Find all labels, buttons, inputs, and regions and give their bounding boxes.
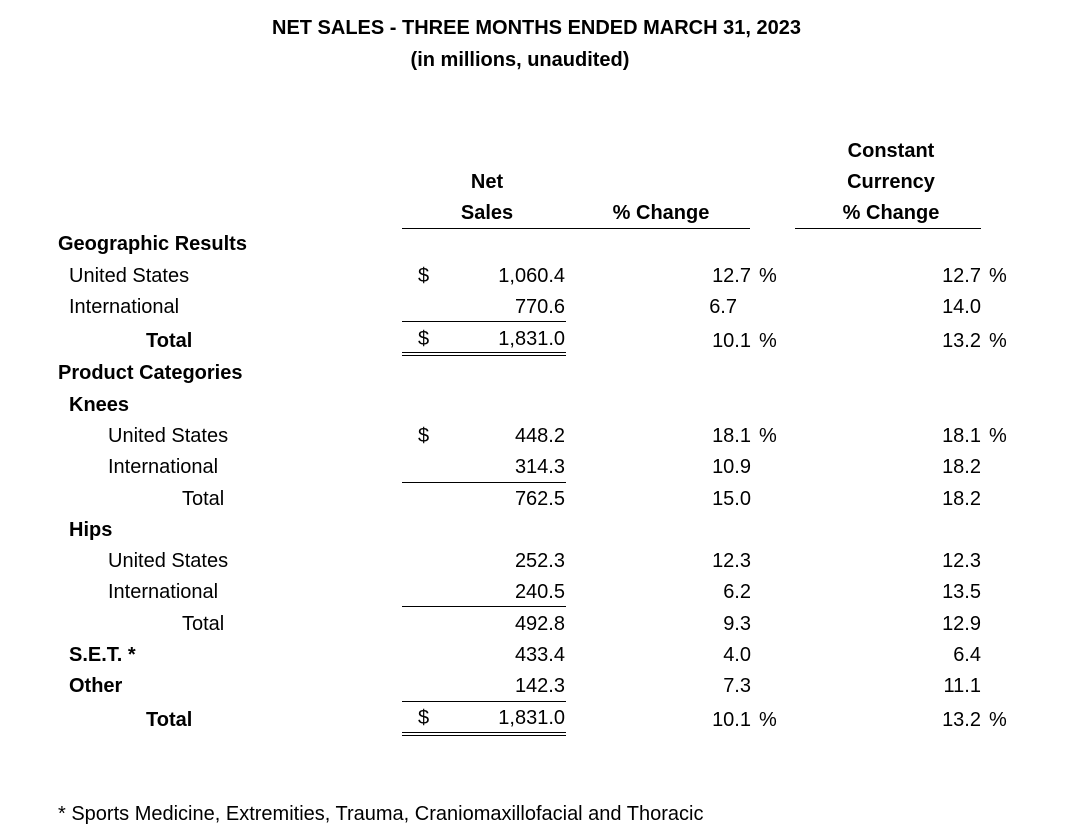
net-sales-value: 252.3: [514, 550, 565, 572]
pct-change-value: 10.9: [712, 456, 751, 478]
pct-change-value: 9.3: [723, 613, 751, 635]
currency-symbol: $: [418, 707, 430, 729]
row-label: International: [69, 296, 180, 318]
header-net-sales-line1: Net: [470, 171, 504, 193]
net-sales-value: 142.3: [514, 675, 565, 697]
percent-sign: %: [989, 425, 1007, 447]
net-sales-value: 762.5: [514, 488, 565, 510]
currency-symbol: $: [418, 328, 430, 350]
total-double-rule: [402, 732, 566, 736]
cc-change-value: 12.9: [942, 613, 981, 635]
row-label: United States: [69, 265, 190, 287]
pct-change-value: 15.0: [712, 488, 751, 510]
header-underline-left: [402, 228, 750, 229]
currency-symbol: $: [418, 265, 430, 287]
pct-change-value: 6.2: [723, 581, 751, 603]
net-sales-value: 448.2: [514, 425, 565, 447]
category-knees: Knees: [69, 394, 130, 416]
percent-sign: %: [759, 425, 777, 447]
row-label: International: [108, 581, 219, 603]
header-cc-line2: Currency: [847, 171, 935, 193]
percent-sign: %: [759, 709, 777, 731]
header-underline-right: [795, 228, 981, 229]
cc-change-value: 13.2: [942, 330, 981, 352]
footnote: * Sports Medicine, Extremities, Trauma, Craniomaxillofacial and Thoracic: [58, 803, 704, 825]
report-subtitle: (in millions, unaudited): [410, 49, 630, 71]
pct-change-value: 10.1: [712, 709, 751, 731]
report-title: NET SALES - THREE MONTHS ENDED MARCH 31, 2023: [272, 17, 801, 39]
row-label: United States: [108, 550, 229, 572]
cc-change-value: 18.2: [942, 456, 981, 478]
cc-change-value: 6.4: [953, 644, 981, 666]
section-geographic-results: Geographic Results: [58, 233, 247, 255]
row-total-label: Total: [182, 488, 225, 510]
row-grand-total-label: Total: [146, 709, 193, 731]
subtotal-rule: [402, 482, 566, 483]
net-sales-value: 492.8: [514, 613, 565, 635]
net-sales-value: 770.6: [514, 296, 565, 318]
net-sales-value: 1,060.4: [498, 265, 565, 287]
category-set: S.E.T. *: [69, 644, 136, 666]
cc-change-value: 11.1: [943, 675, 981, 697]
cc-change-value: 18.1: [942, 425, 981, 447]
net-sales-value: 314.3: [514, 456, 565, 478]
header-cc-line1: Constant: [847, 140, 935, 162]
percent-sign: %: [989, 265, 1007, 287]
row-label: International: [108, 456, 219, 478]
cc-change-value: 12.3: [942, 550, 981, 572]
pct-change-value: 10.1: [712, 330, 751, 352]
net-sales-value: 1,831.0: [498, 707, 565, 729]
cc-change-value: 13.2: [942, 709, 981, 731]
pct-change-value: 7.3: [723, 675, 751, 697]
category-other: Other: [69, 675, 123, 697]
row-total-label: Total: [182, 613, 225, 635]
row-label: United States: [108, 425, 229, 447]
pct-change-value: 18.1: [712, 425, 751, 447]
cc-change-value: 18.2: [942, 488, 981, 510]
net-sales-value: 433.4: [514, 644, 565, 666]
header-pct-change: % Change: [612, 202, 710, 224]
percent-sign: %: [759, 330, 777, 352]
cc-change-value: 14.0: [942, 296, 981, 318]
subtotal-rule: [402, 606, 566, 607]
pct-change-value: 4.0: [723, 644, 751, 666]
cc-change-value: 12.7: [942, 265, 981, 287]
category-hips: Hips: [69, 519, 113, 541]
cc-change-value: 13.5: [942, 581, 981, 603]
subtotal-rule: [402, 701, 566, 702]
currency-symbol: $: [418, 425, 430, 447]
percent-sign: %: [989, 709, 1007, 731]
net-sales-value: 240.5: [514, 581, 565, 603]
subtotal-rule: [402, 321, 566, 322]
pct-change-value: 12.3: [712, 550, 751, 572]
header-net-sales-line2: Sales: [460, 202, 514, 224]
row-total-label: Total: [146, 330, 193, 352]
header-cc-line3: % Change: [842, 202, 940, 224]
percent-sign: %: [759, 265, 777, 287]
pct-change-value: 6.7: [709, 296, 737, 318]
percent-sign: %: [989, 330, 1007, 352]
net-sales-value: 1,831.0: [498, 328, 565, 350]
section-product-categories: Product Categories: [58, 362, 243, 384]
pct-change-value: 12.7: [712, 265, 751, 287]
total-double-rule: [402, 352, 566, 356]
